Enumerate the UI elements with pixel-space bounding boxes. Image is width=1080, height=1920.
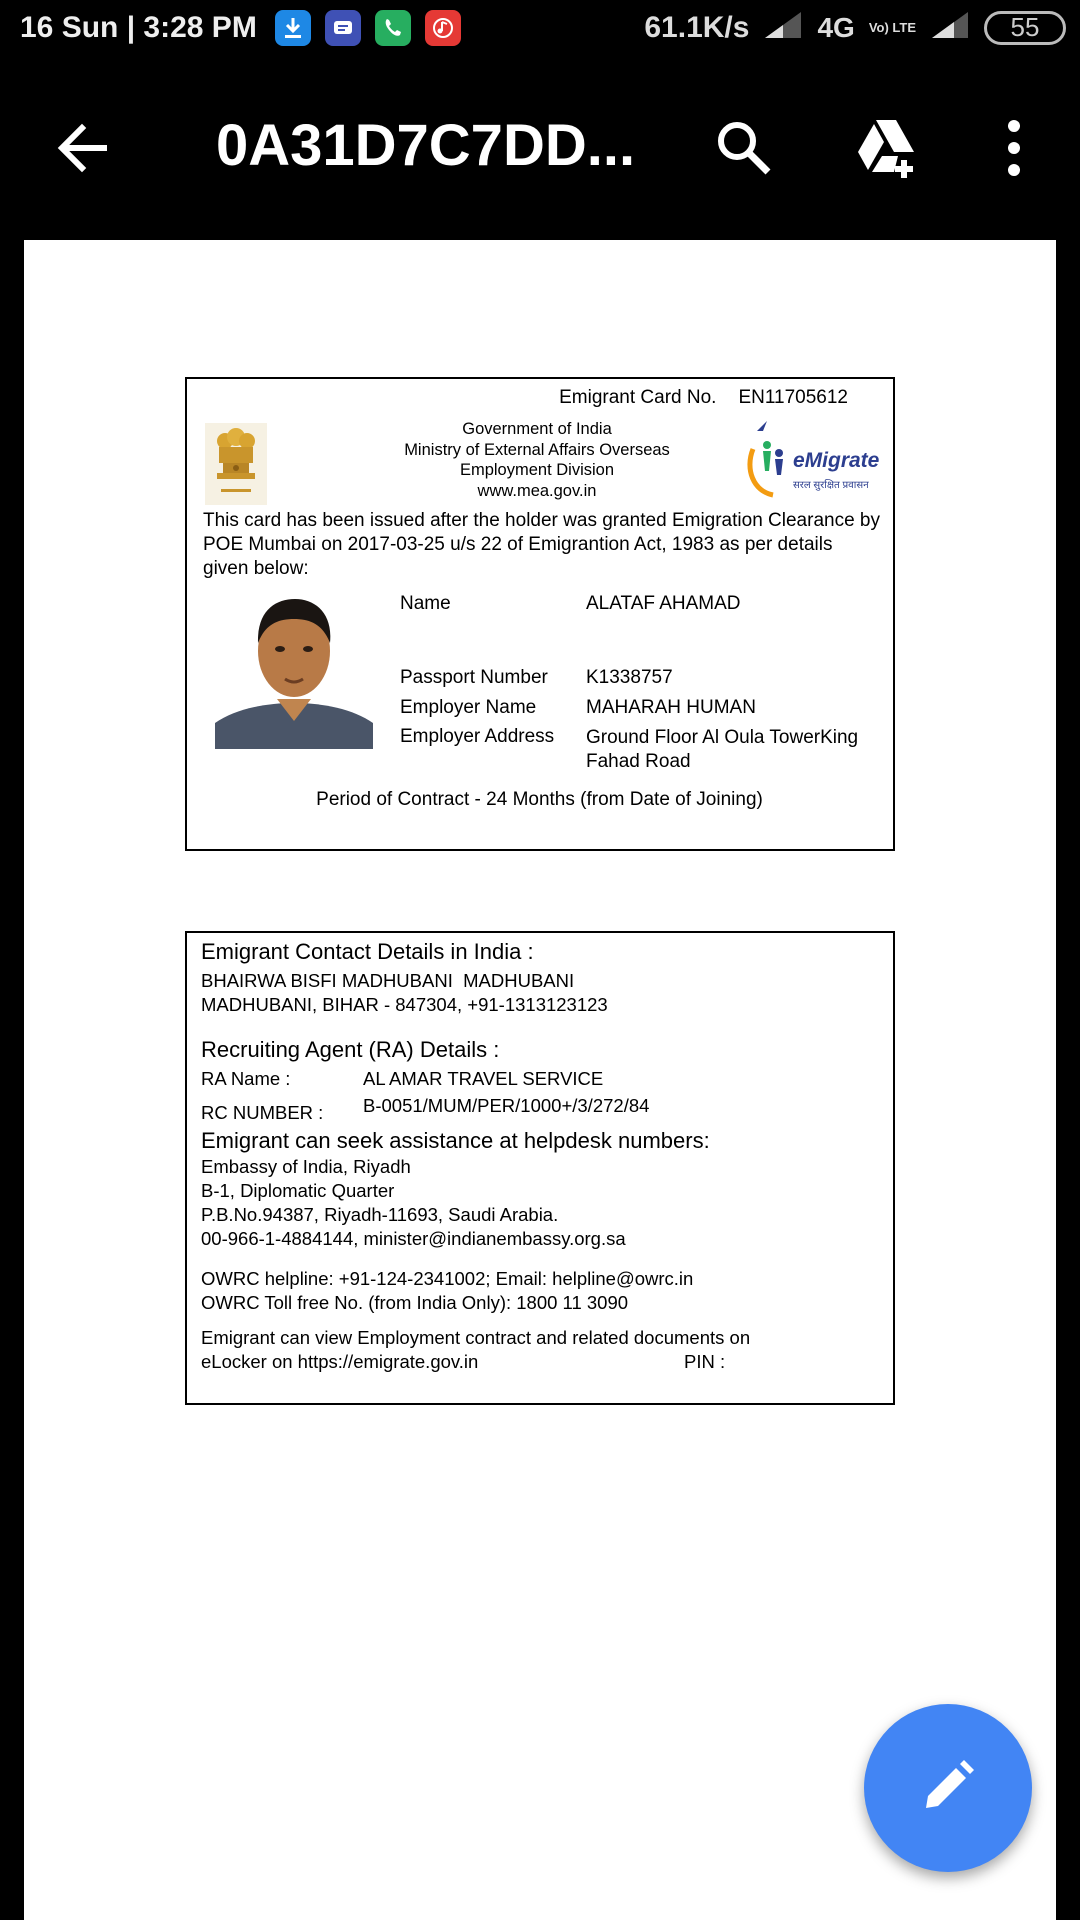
helpdesk-details (201, 1155, 626, 1251)
status-bar (0, 0, 1080, 60)
back-arrow-icon[interactable] (52, 118, 112, 178)
card-number-value: EN11705612 (738, 387, 848, 408)
gov-line: www.mea.gov.in (477, 481, 597, 500)
card-number (559, 387, 848, 409)
owrc-line: OWRC helpline: +91-124-2341002; Email: helpline@owrc.in (201, 1268, 694, 1289)
contact-heading: Emigrant Contact Details in India : (201, 939, 534, 964)
helpdesk-heading: Emigrant can seek assistance at helpdesk numbers: (201, 1128, 710, 1153)
employer-address-value: Ground Floor Al Oula TowerKing Fahad Road (586, 727, 859, 772)
government-header (372, 419, 702, 501)
name-value: ALATAF AHAMAD (586, 593, 741, 614)
gov-line: Employment Division (459, 461, 615, 479)
passport-label: Passport Number (400, 667, 548, 688)
messages-icon (325, 10, 361, 46)
passport-value: K1338757 (586, 667, 673, 688)
download-icon (275, 10, 311, 46)
gov-line: Ministry of External Affairs Overseas (404, 440, 670, 459)
name-label: Name (400, 593, 451, 614)
gov-line: Government of India (462, 420, 612, 438)
rc-number-label: RC NUMBER : (201, 1102, 324, 1123)
elocker-line: Emigrant can view Employment contract and related documents on (201, 1327, 751, 1348)
logo-tagline: सरल सुरक्षित प्रवासन (793, 480, 869, 491)
helpdesk-line: P.B.No.94387, Riyadh-11693, Saudi Arabia. (201, 1204, 559, 1225)
document-title: 0A31D7C7DD... (216, 113, 636, 178)
owrc-line: OWRC Toll free No. (from India Only): 1800 11 3090 (201, 1292, 629, 1313)
helpdesk-line: 00-966-1-4884144, minister@indianembassy.org.sa (201, 1228, 626, 1249)
contract-period: Period of Contract - 24 Months (from Date of Joining) (316, 789, 763, 810)
signal-icon (763, 10, 803, 45)
contact-line: MADHUBANI, BIHAR - 847304, +91-1313123123 (201, 994, 608, 1015)
status-time: 16 Sun | 3:28 PM (20, 11, 257, 44)
volte-indicator: Vo) LTE (868, 20, 916, 35)
ra-name-label: RA Name : (201, 1068, 291, 1089)
elocker-line: eLocker on https://emigrate.gov.in (201, 1351, 479, 1372)
national-emblem-icon (205, 423, 267, 505)
app-bar (0, 60, 1080, 240)
contact-details (201, 969, 608, 1017)
elocker-note (201, 1326, 750, 1374)
network-speed: 61.1K/s (644, 10, 750, 44)
signal-icon (930, 10, 970, 45)
card-number-label: Emigrant Card No. (559, 387, 717, 408)
search-icon[interactable] (712, 116, 776, 180)
contact-line: BHAIRWA BISFI MADHUBANI MADHUBANI (201, 970, 575, 991)
drive-add-icon[interactable] (854, 116, 920, 180)
emigrant-card-front (185, 377, 895, 851)
pin-label: PIN : (684, 1351, 726, 1372)
edit-icon (918, 1756, 978, 1821)
employer-address-label: Employer Address (400, 726, 555, 747)
helpdesk-line: B-1, Diplomatic Quarter (201, 1180, 395, 1201)
rc-number-value: B-0051/MUM/PER/1000+/3/272/84 (363, 1095, 650, 1116)
network-type: 4G (817, 11, 855, 43)
emigrant-card-back (185, 931, 895, 1405)
employer-name-label: Employer Name (400, 697, 537, 718)
battery-indicator: 55 (984, 11, 1066, 45)
music-icon (425, 10, 461, 46)
phone-icon (375, 10, 411, 46)
emigrate-logo (743, 419, 883, 503)
logo-text: eMigrate (793, 449, 880, 472)
more-vert-icon[interactable] (994, 116, 1034, 180)
issuance-statement: This card has been issued after the holder was granted Emigration Clearance by POE Mumbai on 2017-03-25 u/s 22 of Emigrantion Act, 1983 as per details given below: (203, 510, 880, 579)
ra-name-value: AL AMAR TRAVEL SERVICE (363, 1068, 604, 1089)
ra-heading: Recruiting Agent (RA) Details : (201, 1037, 500, 1062)
edit-button[interactable] (864, 1704, 1032, 1872)
employer-name-value: MAHARAH HUMAN (586, 697, 756, 718)
helpdesk-line: Embassy of India, Riyadh (201, 1156, 411, 1177)
holder-photo (215, 591, 373, 749)
owrc-details (201, 1267, 693, 1315)
